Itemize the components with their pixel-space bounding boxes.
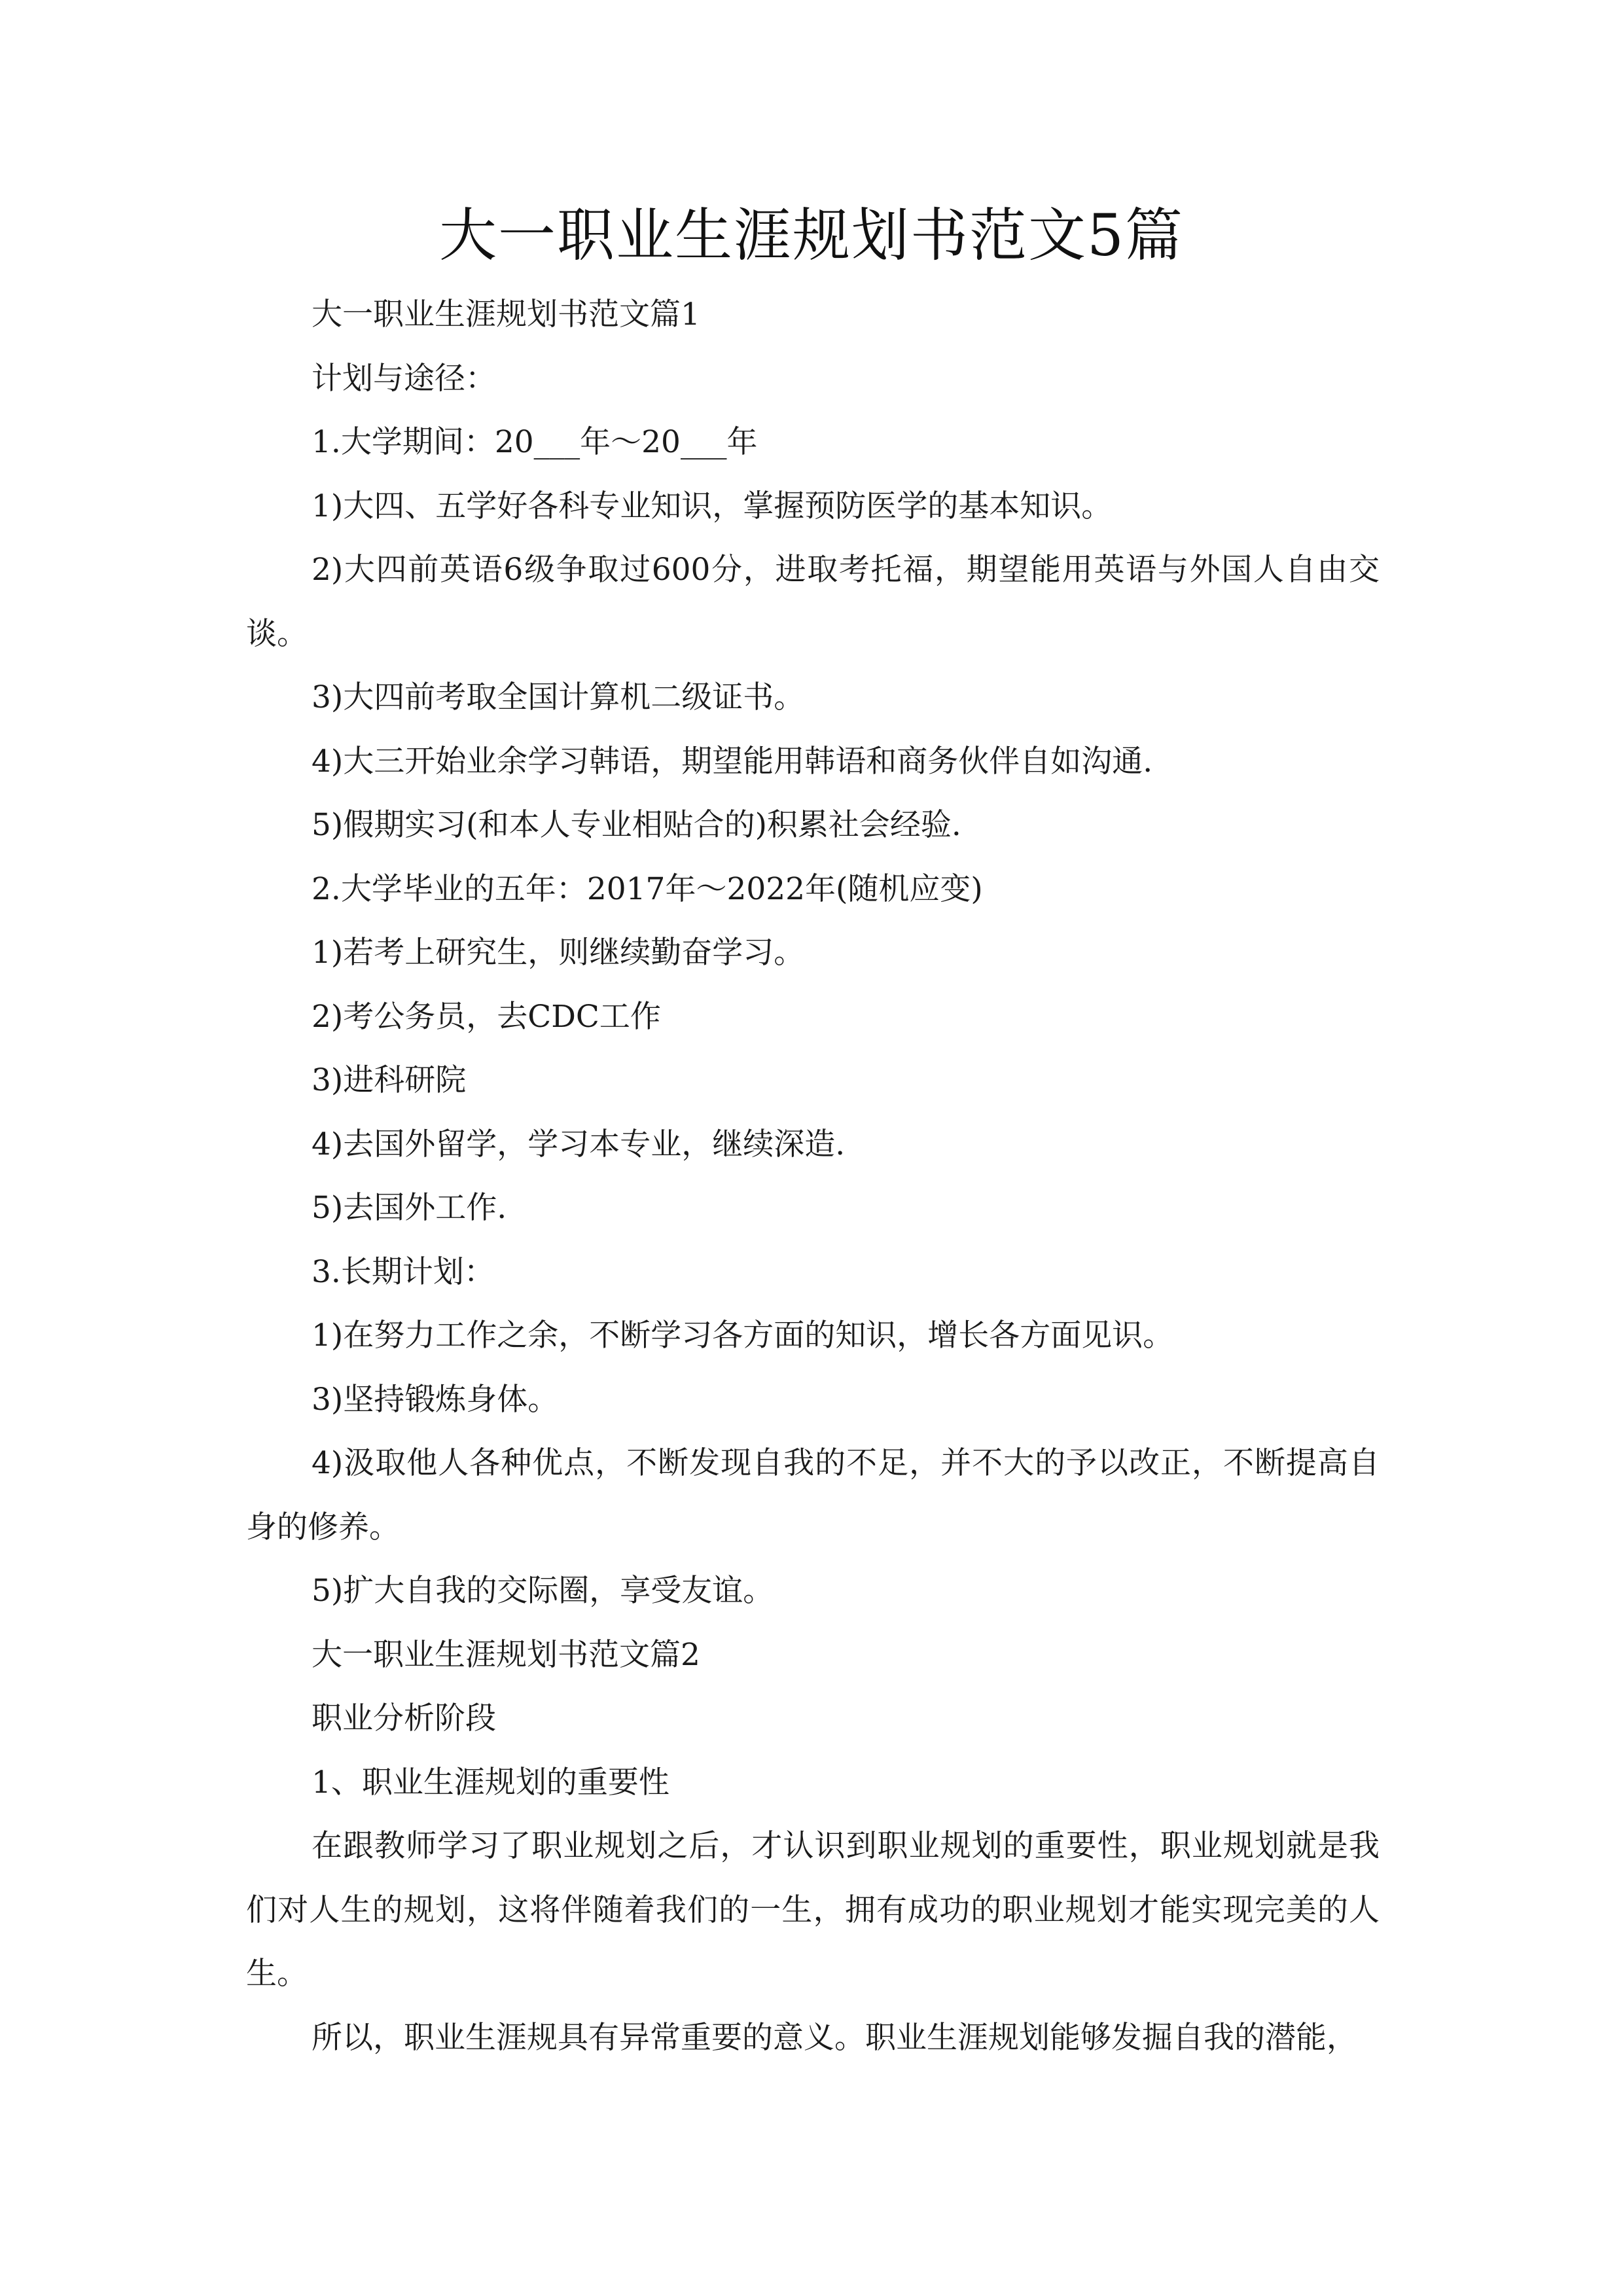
paragraph: 1、职业生涯规划的重要性 (312, 1764, 669, 1801)
paragraph: 4)汲取他人各种优点，不断发现自我的不足，并不大的予以改正，不断提高自身的修养。 (246, 1445, 1380, 1545)
paragraph: 计划与途径： (312, 360, 496, 397)
section-heading-1: 大一职业生涯规划书范文篇1 (312, 296, 700, 332)
paragraph: 1)大四、五学好各科专业知识，掌握预防医学的基本知识。 (312, 488, 1113, 524)
paragraph: 1.大学期间：20___年～20___年 (312, 424, 758, 460)
paragraph: 2)大四前英语6级争取过600分，进取考托福，期望能用英语与外国人自由交谈。 (246, 552, 1380, 652)
paragraph: 3)坚持锻炼身体。 (312, 1381, 559, 1418)
paragraph: 5)假期实习(和本人专业相贴合的)积累社会经验. (312, 807, 961, 843)
paragraph: 在跟教师学习了职业规划之后，才认识到职业规划的重要性，职业规划就是我们对人生的规划，这将伴随着我们的一生，拥有成功的职业规划才能实现完美的人生。 (246, 1828, 1380, 1992)
paragraph: 2.大学毕业的五年：2017年～2022年(随机应变) (312, 870, 983, 907)
paragraph: 1)在努力工作之余，不断学习各方面的知识，增长各方面见识。 (312, 1318, 1174, 1354)
paragraph: 5)扩大自我的交际圈，享受友谊。 (312, 1573, 774, 1609)
paragraph: 3.长期计划： (312, 1253, 495, 1290)
paragraph: 4)去国外留学，学习本专业，继续深造. (312, 1126, 846, 1162)
paragraph: 4)大三开始业余学习韩语，期望能用韩语和商务伙伴自如沟通. (312, 743, 1153, 780)
paragraph: 1)若考上研究生，则继续勤奋学习。 (312, 935, 805, 971)
paragraph: 3)进科研院 (312, 1062, 467, 1098)
document-title: 大一职业生涯规划书范文5篇 (439, 202, 1184, 269)
section-heading-2: 大一职业生涯规划书范文篇2 (312, 1636, 700, 1673)
paragraph: 5)去国外工作. (312, 1190, 507, 1226)
paragraph: 所以，职业生涯规具有异常重要的意义。职业生涯规划能够发掘自我的潜能， (312, 2019, 1357, 2056)
paragraph: 职业分析阶段 (312, 1700, 496, 1736)
paragraph: 2)考公务员，去CDC工作 (312, 998, 661, 1035)
document-body (246, 283, 1380, 2070)
paragraph: 3)大四前考取全国计算机二级证书。 (312, 679, 805, 715)
